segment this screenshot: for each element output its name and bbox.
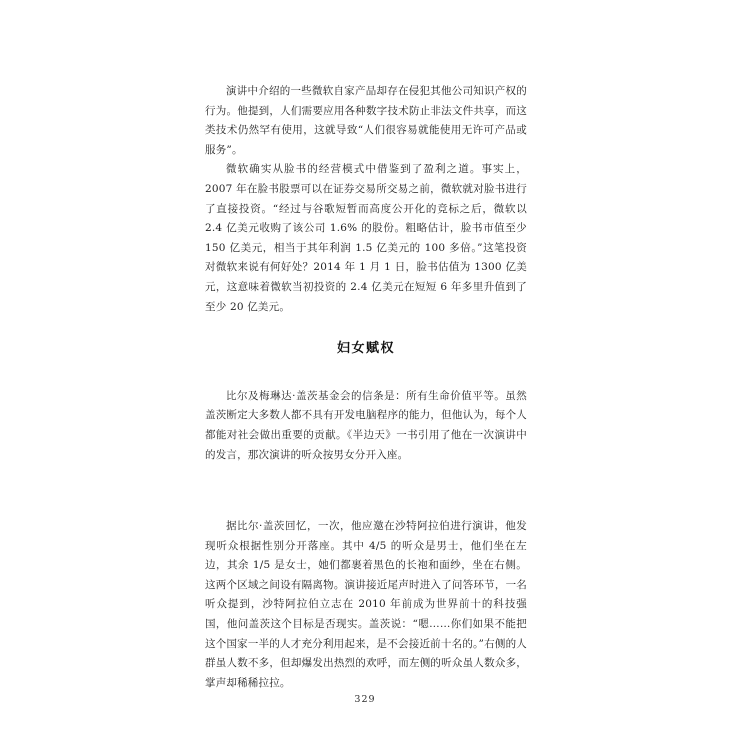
paragraph: 演讲中介绍的一些微软自家产品却存在侵犯其他公司知识产权的行为。他提到，人们需要应用各种数字技术防止非法文件共享，而这类技术仍然罕有使用，这就导致“人们很容易就能使用无许可产品或服务”。 — [205, 85, 527, 156]
paragraph: 据比尔·盖茨回忆，一次，他应邀在沙特阿拉伯进行演讲，他发现听众根据性别分开落座。其中 4/5 的听众是男士，他们坐在左边，其余 1/5 是女士，她们都裹着黑色的长袍和面纱，坐在右侧。这两个区域之间设有隔离物。演讲接近尾声时进入了问答环节，一名听众提到，沙特阿拉伯立志在 2010 年前成为世界前十的科技强国，他问盖茨这个目标是否现实。盖茨说：“嗯……你们如果不能把这个国家一半的人才充分利用起来，是不会接近前十名的。”右侧的人群虽人数不多，但却爆发出热烈的欢呼，而左侧的听众虽人数众多，掌声却稀稀拉拉。 — [205, 520, 527, 689]
text-block — [205, 82, 527, 693]
paragraph: 比尔及梅琳达·盖茨基金会的信条是：所有生命价值平等。虽然盖茨断定大多数人都不具有开发电脑程序的能力，但他认为，每个人都能对社会做出重要的贡献。《半边天》一书引用了他在一次演讲中的发言，那次演讲的听众按男女分开入座。 — [205, 389, 527, 461]
section-heading: 妇女赋权 — [336, 341, 395, 357]
page-number: 329 — [354, 694, 376, 705]
paragraph: 微软确实从脸书的经营模式中借鉴到了盈利之道。事实上，2007 年在脸书股票可以在证券交易所交易之前，微软就对脸书进行了直接投资。“经过与谷歌短暂而高度公开化的竞标之后，微软以 2.4 亿美元收购了该公司 1.6% 的股份。粗略估计，脸书市值至少 150 亿美元，相当于其年利润 1.5 亿美元的 100 多倍。”这笔投资对微软来说有何好处？2014 年 1 月 1 日，脸书估值为 1300 亿美元，这意味着微软当初投资的 2.4 亿美元在短短 6 年多里升值到了至少 20 亿美元。 — [205, 163, 527, 313]
